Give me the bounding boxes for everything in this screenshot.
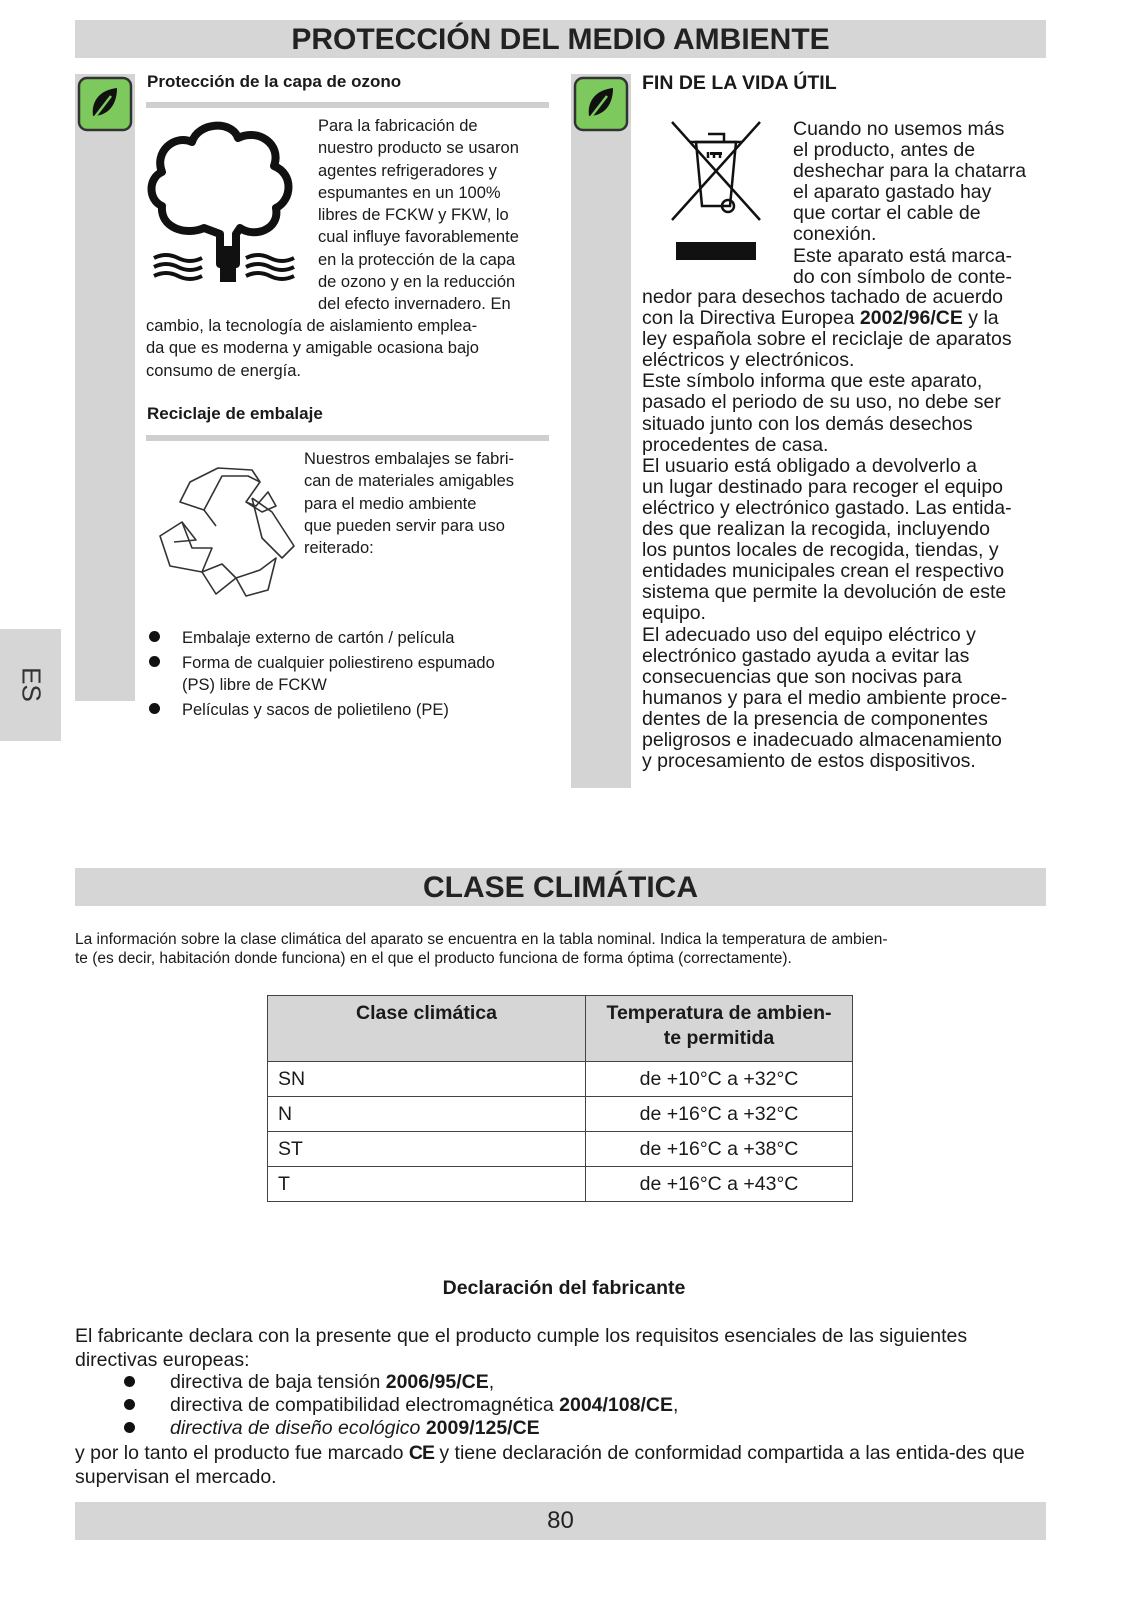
list-item: Embalaje externo de cartón / película xyxy=(182,629,455,647)
temperature-cell: de +16°C a +32°C xyxy=(586,1097,853,1132)
directive-code: 2009/125/CE xyxy=(425,1417,540,1439)
language-label: ES xyxy=(16,667,47,702)
bullet-dot xyxy=(124,1376,135,1387)
left-column-bar xyxy=(75,74,135,701)
climate-intro: La información sobre la clase climática del aparato se encuentra en la tabla nominal. Indica la temperatura de ambien- te (es decir, habitación donde funciona) en el que el producto funciona de forma óptima (correctamente). xyxy=(75,931,888,967)
column-header: Clase climática xyxy=(268,996,586,1062)
list-item xyxy=(170,1370,1050,1394)
temperature-cell: de +10°C a +32°C xyxy=(586,1062,853,1097)
directive-suffix: , xyxy=(488,1371,495,1393)
directive-code: 2004/108/CE xyxy=(559,1394,673,1416)
page-title: PROTECCIÓN DEL MEDIO AMBIENTE xyxy=(75,20,1046,58)
list-item: Películas y sacos de polietileno (PE) xyxy=(182,701,449,719)
page-number: 80 xyxy=(75,1502,1046,1540)
class-cell: T xyxy=(268,1167,586,1202)
bullet-dot xyxy=(149,703,160,714)
ce-mark-icon: CE xyxy=(408,1442,434,1464)
end-of-life-text-b: y la ley española sobre el reciclaje de aparatos eléctricos y electrónicos. Este símbolo informa que este aparato, pasado el periodo de su uso, no debe ser situado junto con los demás desechos procedentes de casa. El usuario está obligado a devolverlo a un lugar destinado para recoger el equipo eléctrico y electrónico gastado. Las entida- des que realizan la recogida, incluyendo los puntos locales de recogida, tiendas, y entidades municipales crean el respectivo sistema que permite la devolución de este equipo. El adecuado uso del equipo eléctrico y electrónico gastado ayuda a evitar las consecuencias que son nocivas para humanos y para el medio ambiente proce- dentes de la presencia de componentes peligrosos e inadecuado almacenamiento y procesamiento de estos dispositivos. xyxy=(642,307,1012,773)
class-cell: ST xyxy=(268,1132,586,1167)
table-row xyxy=(268,1097,853,1132)
language-tab xyxy=(0,629,61,741)
directive-suffix: , xyxy=(672,1394,679,1416)
declaration-outro xyxy=(75,1441,1050,1489)
leaf-icon xyxy=(573,76,629,132)
divider xyxy=(146,435,549,441)
table-row xyxy=(268,1062,853,1097)
tree-icon xyxy=(146,116,298,284)
ozone-heading: Protección de la capa de ozono xyxy=(147,72,402,91)
recycle-icon xyxy=(156,462,298,600)
leaf-icon xyxy=(77,76,133,132)
declaration-outro-a: y por lo tanto el producto fue marcado xyxy=(75,1442,409,1464)
class-cell: SN xyxy=(268,1062,586,1097)
declaration-intro: El fabricante declara con la presente que el producto cumple los requisitos esenciales de las siguientes directivas europeas: xyxy=(75,1325,968,1371)
list-item: Forma de cualquier poliestireno espumado (PS) libre de FCKW xyxy=(182,654,495,695)
bullet-dot xyxy=(124,1399,135,1410)
end-of-life-text-top: Cuando no usemos más el producto, antes de deshechar para la chatarra el aparato gastado hay que cortar el cable de conexión. Este aparato está marca- do con símbolo de conte- xyxy=(793,118,1027,288)
climate-table xyxy=(267,995,853,1202)
directive-label: directiva de compatibilidad electromagnética xyxy=(170,1394,560,1416)
ozone-text-right: Para la fabricación de nuestro producto se usaron agentes refrigeradores y espumantes en un 100% libres de FCKW y FKW, lo cual influye favorablemente en la protección de la capa de ozono y en la reducción del efecto invernadero. En xyxy=(318,117,519,314)
table-row xyxy=(268,1167,853,1202)
directive-label: directiva de baja tensión xyxy=(170,1371,386,1393)
end-of-life-heading: FIN DE LA VIDA ÚTIL xyxy=(642,72,837,94)
list-item xyxy=(170,1416,1050,1440)
table-header-row xyxy=(268,996,853,1062)
temperature-cell: de +16°C a +43°C xyxy=(586,1167,853,1202)
crossed-bin-icon xyxy=(668,118,764,264)
end-of-life-text-a: nedor para desechos tachado de acuerdo con la Directiva Europea xyxy=(642,286,1004,330)
column-header: Temperatura de ambien- te permitida xyxy=(586,996,853,1062)
recycling-heading: Reciclaje de embalaje xyxy=(147,404,323,423)
table-row xyxy=(268,1132,853,1167)
directive-label: directiva de diseño ecológico xyxy=(170,1417,426,1439)
declaration-outro-b: y tiene declaración de conformidad compartida a las entida-des que supervisan el mercado. xyxy=(75,1442,1025,1488)
bullet-dot xyxy=(124,1422,135,1433)
climate-title: CLASE CLIMÁTICA xyxy=(75,868,1046,906)
declaration-heading: Declaración del fabricante xyxy=(442,1277,686,1299)
list-item xyxy=(170,1393,1050,1417)
recycling-text: Nuestros embalajes se fabri- can de materiales amigables para el medio ambiente que pueden servir para uso reiterado: xyxy=(304,450,515,558)
ozone-text-full: cambio, la tecnología de aislamiento emplea- da que es moderna y amigable ocasiona bajo consumo de energía. xyxy=(146,317,479,380)
bullet-dot xyxy=(149,631,160,642)
end-of-life-text xyxy=(642,287,1052,772)
divider xyxy=(146,102,549,108)
directive-code: 2006/95/CE xyxy=(385,1371,489,1393)
right-column-bar xyxy=(571,74,631,788)
temperature-cell: de +16°C a +38°C xyxy=(586,1132,853,1167)
bullet-dot xyxy=(149,656,160,667)
directive-code: 2002/96/CE xyxy=(859,307,963,330)
class-cell: N xyxy=(268,1097,586,1132)
